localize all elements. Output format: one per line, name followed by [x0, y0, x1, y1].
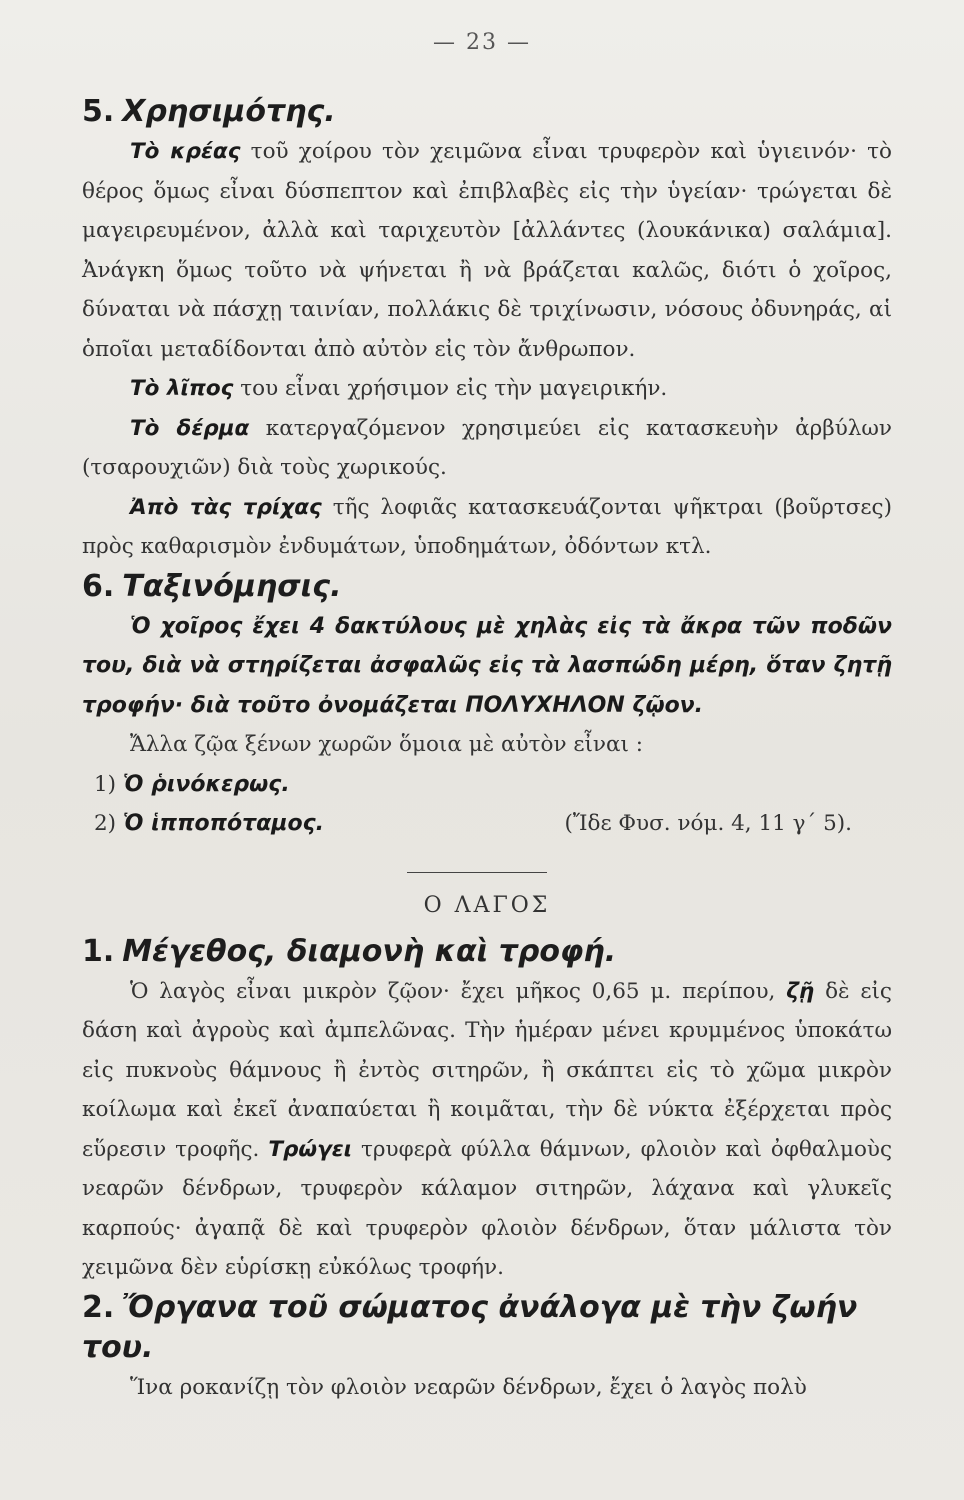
list-animal-name: Ὁ ἱπποπόταμος.	[122, 811, 324, 836]
paragraph-fat	[82, 369, 892, 409]
chapter-title: Ο ΛΑΓΟΣ	[423, 892, 551, 918]
lead-meat: Τὸ κρέας	[130, 139, 241, 164]
classification-statement: Ὁ χοῖρος ἔχει 4 δακτύλους μὲ χηλὰς εἰς τὰ ἄκρα τῶν ποδῶν του, διὰ νὰ στηρίζεται ἀσφαλῶς εἰς τὰ λασπώδη μέρη, ὅταν ζητῇ τροφήν· διὰ τοῦτο ὀνομάζεται ΠΟΛΥΧΗΛΟΝ ζῷον.	[82, 613, 892, 718]
lead-skin: Τὸ δέρμα	[130, 415, 250, 441]
section-1-heading	[82, 932, 892, 972]
section-2-heading	[82, 1288, 892, 1368]
section-5-heading	[82, 92, 892, 132]
paragraph-organs: Ἵνα ροκανίζῃ τὸν φλοιὸν νεαρῶν δένδρων, ἔχει ὁ λαγὸς πολὺ	[130, 1374, 807, 1400]
text-fat: του εἶναι χρήσιμον εἰς τὴν μαγειρικήν.	[240, 376, 668, 401]
text-skin: κατεργαζόμενον χρησιμεύει εἰς κατασκευὴν ἀρβύλων (τσαρουχιῶν) διὰ τοὺς χωρικούς.	[82, 415, 892, 480]
hare-bold-lives: ζῇ	[786, 978, 815, 1004]
hare-text-end: τρυφερὰ φύλλα θάμνων, φλοιὸν καὶ ὀφθαλμοὺς νεαρῶν δένδρων, τρυφερὸν κάλαμον σιτηρῶν, λάχανα καὶ γλυκεῖς καρπούς· ἀγαπᾷ δὲ καὶ τρυφερὸν φλοιὸν δένδρων, ὅταν μάλιστα τὸν χειμῶνα δὲν εὑρίσκῃ εὐκόλως τροφήν.	[82, 1136, 892, 1280]
hare-text-mid: δὲ εἰς δάση καὶ ἀγροὺς καὶ ἀμπελῶνας. Τὴν ἡμέραν μένει κρυμμένος ὑποκάτω εἰς πυκνοὺς θάμνους ἢ ἐντὸς σιτηρῶν, ἢ σκάπτει εἰς τὸ χῶμα μικρὸν κοίλωμα καὶ ἐκεῖ ἀναπαύεται ἢ κοιμᾶται, τὴν δὲ νύκτα ἐξέρχεται πρὸς εὕρεσιν τροφῆς.	[82, 978, 892, 1162]
paragraph-meat	[82, 132, 892, 369]
list-item	[82, 765, 892, 805]
section-6-title: Ταξινόμησις.	[122, 568, 342, 604]
section-5-title: Χρησιμότης.	[122, 94, 336, 129]
section-divider	[407, 872, 547, 873]
section-1-number: 1.	[82, 933, 115, 969]
paragraph-bristles	[82, 488, 892, 567]
hare-bold-eats: Τρώγει	[268, 1136, 353, 1162]
section-5-number: 5.	[82, 94, 115, 129]
text-bristles: τῆς λοφιᾶς κατασκευάζονται ψῆκτραι (βοῦρτσες) πρὸς καθαρισμὸν ἐνδυμάτων, ὑποδημάτων, ὀδόντων κτλ.	[82, 494, 892, 559]
section-2-title: Ὄργανα τοῦ σώματος ἀνάλογα μὲ τὴν ζωήν του.	[82, 1289, 858, 1365]
similar-animals-intro: Ἄλλα ζῷα ξένων χωρῶν ὅμοια μὲ αὐτὸν εἶναι :	[130, 732, 644, 757]
paragraph-hare-habitat	[82, 972, 892, 1288]
lead-bristles: Ἀπὸ τὰς τρίχας	[130, 494, 322, 520]
section-6-number: 6.	[82, 568, 115, 604]
list-marker: 1)	[94, 771, 117, 797]
page-content	[82, 92, 892, 1407]
list-animal-name: Ὁ ῥινόκερως.	[122, 771, 290, 797]
hare-text-start: Ὁ λαγὸς εἶναι μικρὸν ζῷον· ἔχει μῆκος 0,65 μ. περίπου,	[130, 978, 776, 1004]
lead-fat: Τὸ λῖπος	[130, 376, 234, 401]
list-item	[82, 804, 892, 844]
page-number: — 23 —	[433, 30, 531, 55]
list-marker: 2)	[94, 811, 117, 836]
section-2-number: 2.	[82, 1289, 115, 1325]
section-6-heading	[82, 567, 892, 607]
list-reference: (Ἴδε Φυσ. νόμ. 4, 11 γ΄ 5).	[564, 811, 852, 836]
paragraph-skin	[82, 409, 892, 488]
text-meat: τοῦ χοίρου τὸν χειμῶνα εἶναι τρυφερὸν καὶ ὑγιεινόν· τὸ θέρος ὅμως εἶναι δύσπεπτον καὶ ἐπιβλαβὲς εἰς τὴν ὑγείαν· τρώγεται δὲ μαγειρευμένον, ἀλλὰ καὶ ταριχευτὸν [ἀλλάντες (λουκάνικα) σαλάμια]. Ἀνάγκη ὅμως τοῦτο νὰ ψήνεται ἢ νὰ βράζεται καλῶς, διότι ὁ χοῖρος, δύναται νὰ πάσχῃ ταινίαν, πολλάκις δὲ τριχίνωσιν, νόσους ὀδυνηράς, αἱ ὁποῖαι μεταδίδονται ἀπὸ αὐτὸν εἰς τὸν ἄνθρωπον.	[82, 139, 892, 362]
section-1-title: Μέγεθος, διαμονὴ καὶ τροφή.	[122, 933, 617, 969]
